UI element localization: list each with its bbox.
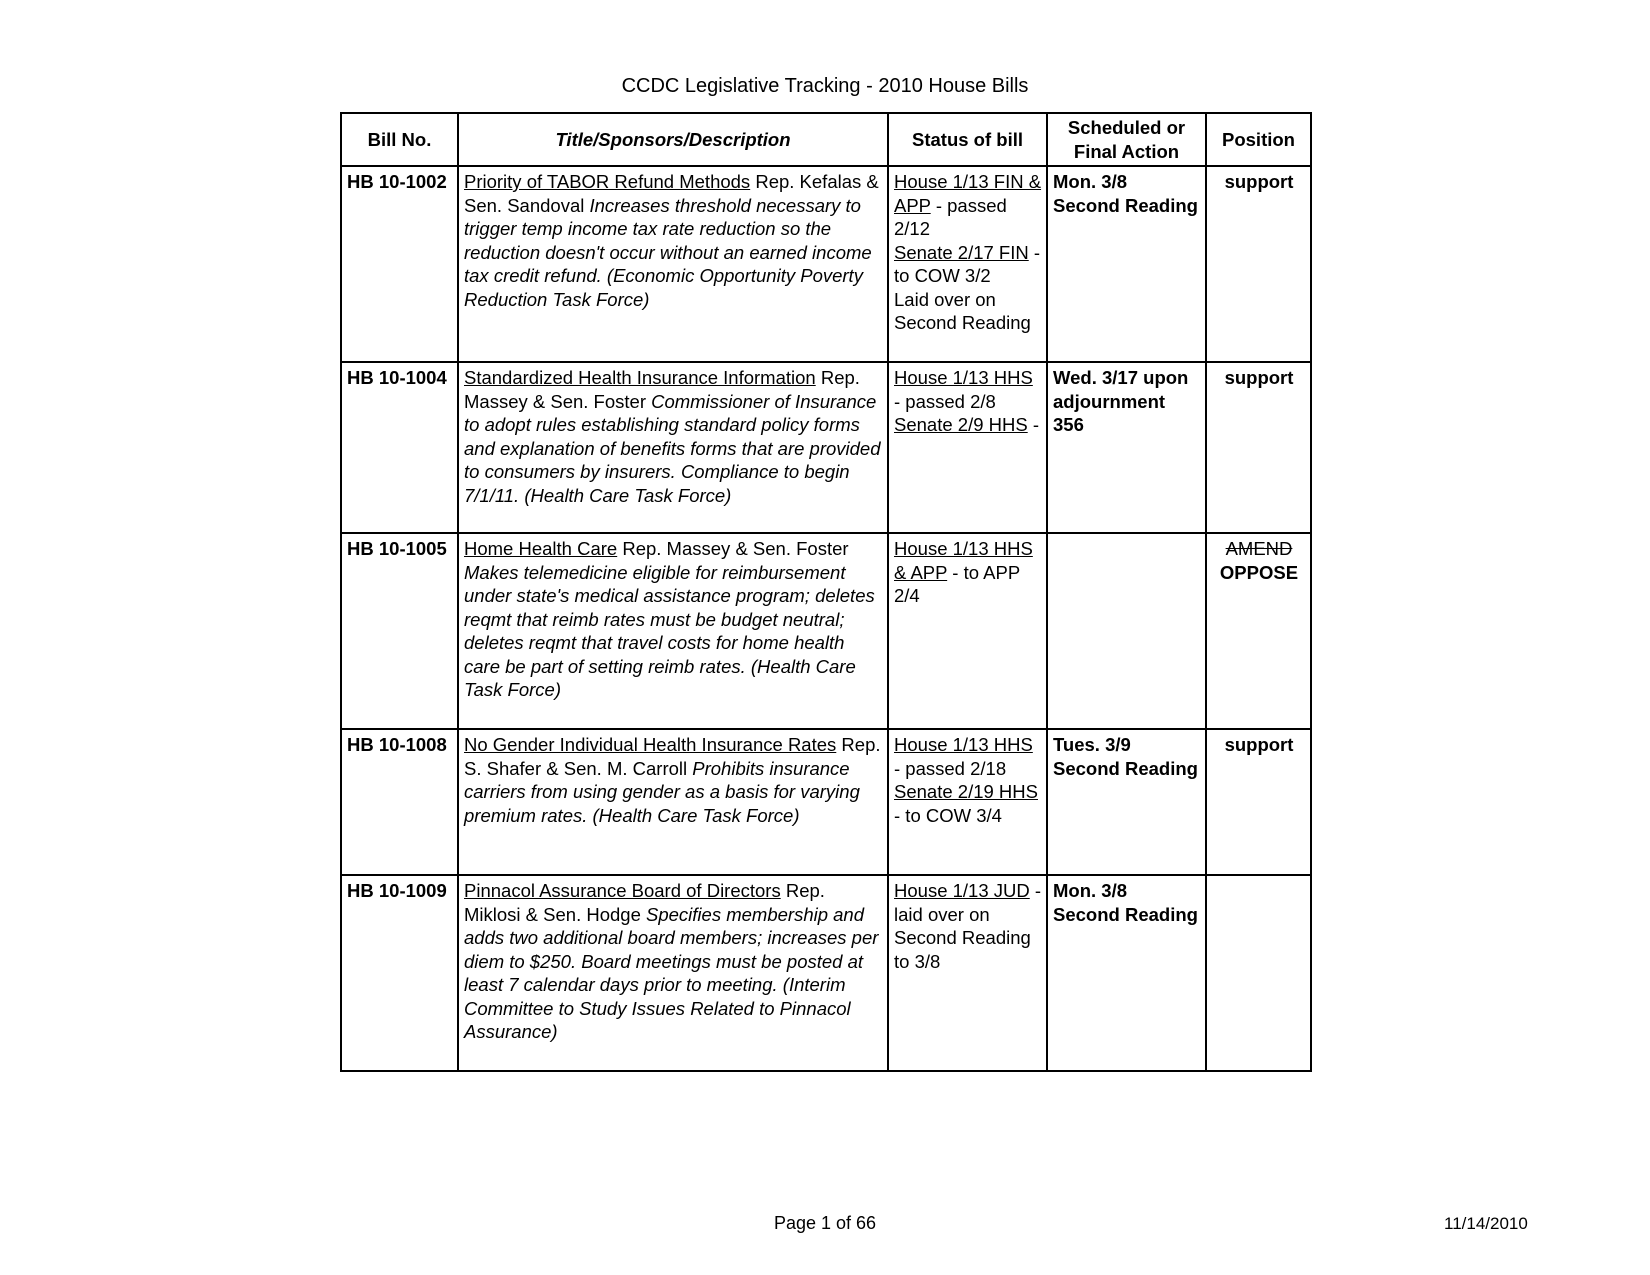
bill-description: Specifies membership and adds two additional board members; increases per diem to $250. Board meetings must be posted at least 7 calendar days prior to meeting. (Interim Committee to Study Issues Related to Pinnacol Assurance)	[464, 903, 879, 1042]
print-date: 11/14/2010	[1444, 1214, 1528, 1233]
bill-sponsors: Rep. Massey & Sen. Foster	[617, 538, 849, 559]
scheduled-action-cell	[1047, 875, 1206, 1071]
bill-number: HB 10-1004	[341, 362, 458, 533]
header-status: Status of bill	[888, 113, 1047, 166]
table-row	[341, 533, 1311, 729]
position-cell	[1206, 533, 1311, 729]
status-committee-link[interactable]: House 1/13 JUD	[894, 880, 1030, 901]
position-text: support	[1224, 171, 1294, 192]
bill-description: Increases threshold necessary to trigger temp income tax rate reduction so the reduction doesn't occur without an earned income tax credit refund. (Economic Opportunity Poverty Reduction Task Force)	[464, 194, 872, 310]
status-text: -	[1027, 414, 1040, 435]
status-committee-link[interactable]: House 1/13 HHS	[894, 734, 1033, 755]
status-committee-link[interactable]: House 1/13 FIN & APP	[894, 171, 1042, 216]
bill-sponsors: Rep. S. Shafer & Sen. M. Carroll	[464, 734, 881, 779]
status-committee-link[interactable]: House 1/13 HHS & APP	[894, 538, 1033, 583]
position-cell	[1206, 729, 1311, 875]
page-title: CCDC Legislative Tracking - 2010 House Bills	[621, 75, 1029, 97]
status-text: - to COW 3/2	[894, 241, 1041, 286]
status-text: Laid over on Second Reading	[894, 288, 1031, 333]
status-committee-link[interactable]: House 1/13 HHS	[894, 367, 1033, 388]
bill-description: Commissioner of Insurance to adopt rules establishing standard policy forms and explanation of benefits forms that are provided to consumers by insurers. Compliance to begin 7/1/11. (Health Care Task Force)	[464, 390, 881, 506]
scheduled-action-line: Tues. 3/9	[1053, 734, 1131, 755]
status-text: - to COW 3/4	[894, 804, 1002, 826]
bill-sponsors: Rep. Miklosi & Sen. Hodge	[464, 880, 825, 925]
table-header-row	[341, 113, 1311, 166]
scheduled-action-line: Mon. 3/8	[1053, 171, 1128, 192]
bill-sponsors: Rep. Kefalas & Sen. Sandoval	[464, 171, 879, 216]
scheduled-action-line: Mon. 3/8	[1053, 880, 1128, 901]
page-number: Page 1 of 66	[773, 1213, 877, 1233]
status-committee-link[interactable]: Senate 2/17 FIN	[894, 241, 1029, 263]
bill-title-link[interactable]: Priority of TABOR Refund Methods	[464, 171, 751, 192]
bill-sponsors: Rep. Massey & Sen. Foster	[464, 367, 860, 412]
bill-title-link[interactable]: Pinnacol Assurance Board of Directors	[464, 880, 781, 901]
header-bill-no: Bill No.	[341, 113, 458, 166]
position-struck-text: AMEND	[1225, 538, 1293, 559]
bill-status-cell	[888, 362, 1047, 533]
bill-number: HB 10-1005	[341, 533, 458, 729]
header-position: Position	[1206, 113, 1311, 166]
header-title: Title/Sponsors/Description	[458, 113, 888, 166]
bill-status-cell	[888, 533, 1047, 729]
table-row	[341, 166, 1311, 362]
position-text: support	[1224, 734, 1294, 755]
status-text: - passed 2/12	[894, 194, 1007, 239]
status-text: - passed 2/8	[894, 390, 996, 412]
bill-status-cell	[888, 875, 1047, 1071]
scheduled-action-cell	[1047, 166, 1206, 362]
bill-title-cell	[458, 729, 888, 875]
scheduled-action-line: Wed. 3/17 upon adjournment	[1053, 367, 1189, 412]
header-scheduled: Scheduled or Final Action	[1047, 113, 1206, 166]
bill-title-cell	[458, 362, 888, 533]
bill-status-cell	[888, 729, 1047, 875]
status-text: - passed 2/18	[894, 757, 1007, 779]
bill-description: Prohibits insurance carriers from using gender as a basis for varying premium rates. (Health Care Task Force)	[464, 757, 860, 826]
bill-number: HB 10-1002	[341, 166, 458, 362]
bills-table	[340, 112, 1312, 1072]
scheduled-action-line: Second Reading	[1053, 194, 1198, 216]
position-cell	[1206, 875, 1311, 1071]
bill-number: HB 10-1009	[341, 875, 458, 1071]
bill-title-cell	[458, 533, 888, 729]
status-text: - laid over on Second Reading to 3/8	[894, 880, 1042, 972]
status-text: - to APP 2/4	[894, 561, 1020, 606]
table-row	[341, 362, 1311, 533]
scheduled-action-line: 356	[1053, 414, 1084, 435]
table-row	[341, 729, 1311, 875]
scheduled-action-cell	[1047, 362, 1206, 533]
position-text: support	[1224, 367, 1294, 388]
bill-description: Makes telemedicine eligible for reimbursement under state's medical assistance program; deletes reqmt that reimb rates must be budget neutral; deletes reqmt that travel costs for home health care be part of setting reimb rates. (Health Care Task Force)	[464, 561, 875, 700]
scheduled-action-cell	[1047, 729, 1206, 875]
bill-title-cell	[458, 166, 888, 362]
position-cell	[1206, 166, 1311, 362]
bills-table-body	[341, 166, 1311, 1071]
bill-title-cell	[458, 875, 888, 1071]
status-committee-link[interactable]: Senate 2/9 HHS	[894, 414, 1028, 435]
position-cell	[1206, 362, 1311, 533]
bill-status-cell	[888, 166, 1047, 362]
bill-number: HB 10-1008	[341, 729, 458, 875]
position-text: OPPOSE	[1219, 561, 1299, 583]
status-committee-link[interactable]: Senate 2/19 HHS	[894, 781, 1038, 802]
scheduled-action-line: Second Reading	[1053, 903, 1198, 925]
bill-title-link[interactable]: Standardized Health Insurance Information	[464, 367, 816, 388]
bill-title-link[interactable]: Home Health Care	[464, 538, 618, 559]
scheduled-action-line: Second Reading	[1053, 757, 1198, 779]
table-row	[341, 875, 1311, 1071]
bill-title-link[interactable]: No Gender Individual Health Insurance Rates	[464, 734, 837, 755]
scheduled-action-cell	[1047, 533, 1206, 729]
